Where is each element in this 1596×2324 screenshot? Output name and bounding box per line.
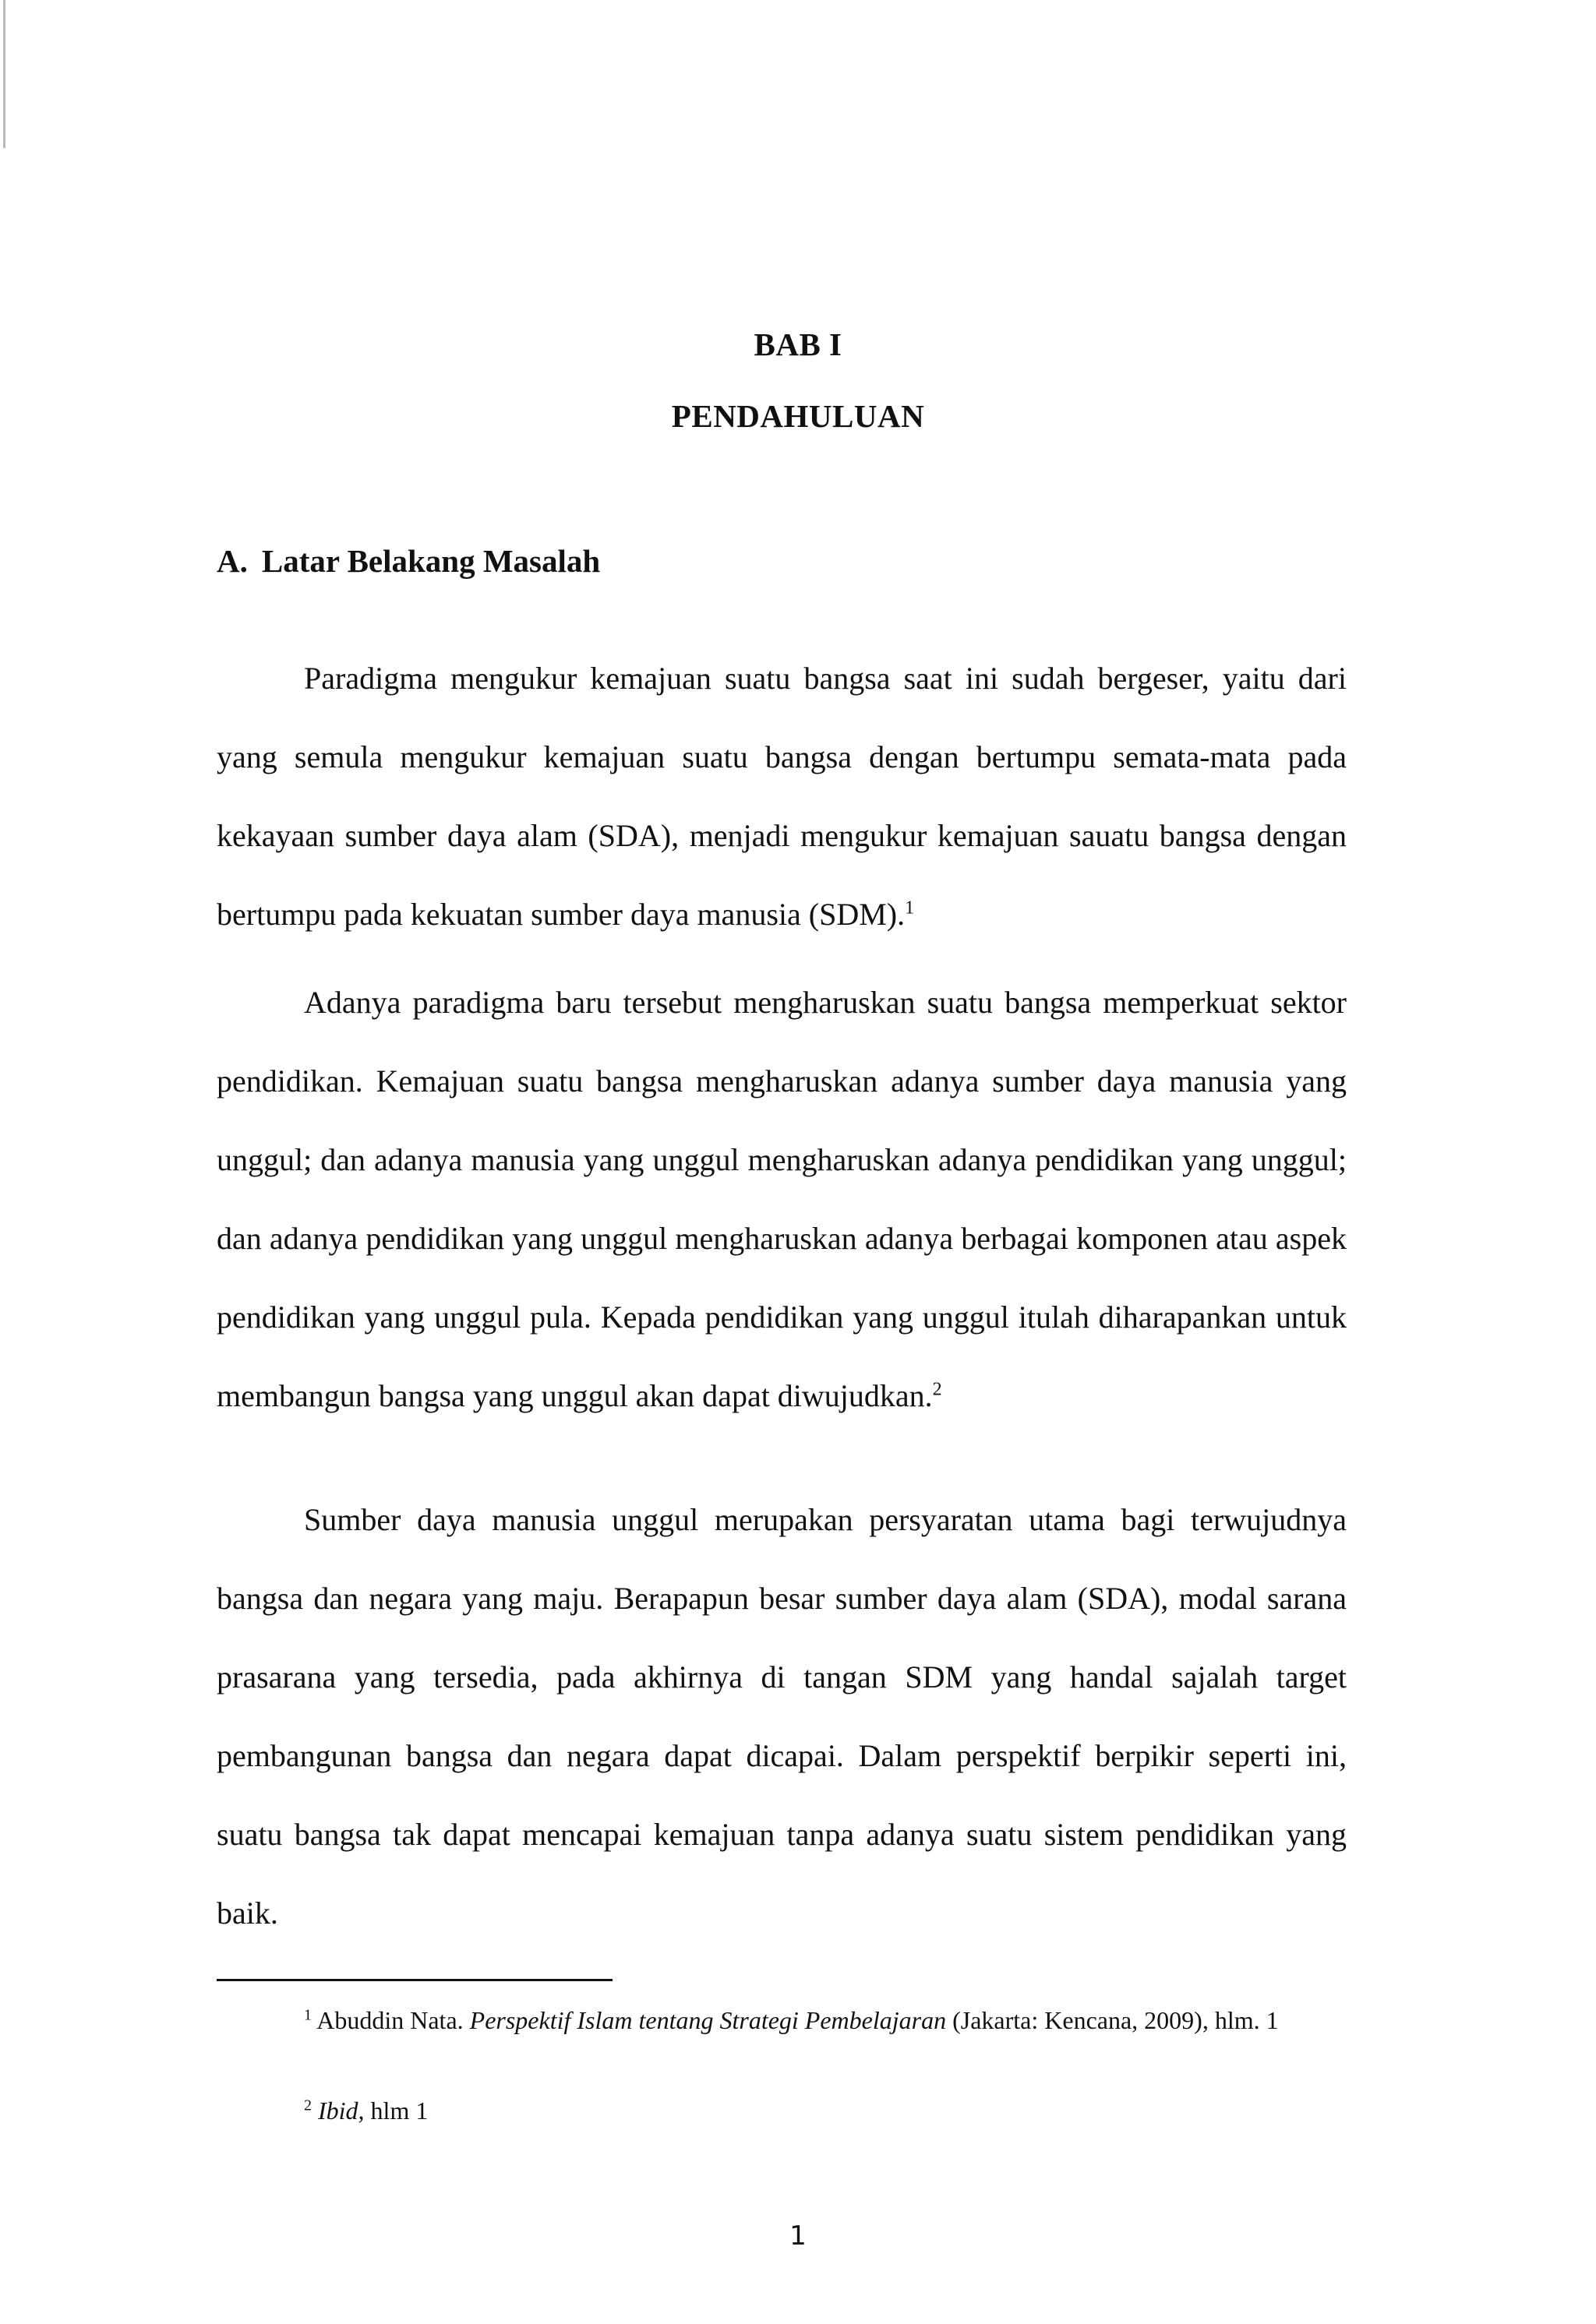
footnote-author: Abuddin Nata.: [316, 2006, 464, 2034]
paragraph-text: Adanya paradigma baru tersebut mengharuskan suatu bangsa memperkuat sektor pendidikan. Kemajuan suatu bangsa mengharuskan adanya sumber daya manusia yang unggul; dan adanya manusia yang unggul mengharuskan adanya pendidikan yang unggul; dan adanya pendidikan yang unggul mengharuskan adanya berbagai komponen atau aspek pendidikan yang unggul pula. Kepada pendidikan yang unggul itulah diharapankan untuk membangun bangsa yang unggul akan dapat diwujudkan.: [217, 985, 1347, 1413]
chapter-label: BAB I: [754, 326, 842, 362]
footnote-ref: 1: [905, 898, 915, 919]
footnote-title: Perspektif Islam tentang Strategi Pembelajaran: [469, 2006, 947, 2034]
paragraph-3: [217, 1480, 1347, 1952]
section-heading: [217, 542, 600, 580]
footnote-page: hlm 1: [370, 2097, 429, 2125]
paragraph-text: Paradigma mengukur kemajuan suatu bangsa saat ini sudah bergeser, yaitu dari yang semula mengukur kemajuan suatu bangsa dengan bertumpu semata-mata pada kekayaan sumber daya alam (SDA), menjadi mengukur kemajuan sauatu bangsa dengan bertumpu pada kekuatan sumber daya manusia (SDM).: [217, 661, 1347, 932]
footnote-separator: [217, 1979, 613, 1981]
footnote-number: 1: [304, 2006, 312, 2024]
section-title: Latar Belakang Masalah: [261, 543, 601, 579]
paragraph-text: Sumber daya manusia unggul merupakan persyaratan utama bagi terwujudnya bangsa dan negara yang maju. Berapapun besar sumber daya alam (SDA), modal sarana prasarana yang tersedia, pada akhirnya di tangan SDM yang handal sajalah target pembangunan bangsa dan negara dapat dicapai. Dalam perspektif berpikir seperti ini, suatu bangsa tak dapat mencapai kemajuan tanpa adanya suatu sistem pendidikan yang baik.: [217, 1502, 1347, 1931]
footnote-1: [217, 2002, 1347, 2038]
footnote-number: 2: [304, 2097, 312, 2114]
footnote-2: [217, 2093, 1347, 2128]
footnote-ibid: Ibid,: [318, 2097, 365, 2125]
page-number: 1: [789, 2220, 807, 2252]
footnote-publication: (Jakarta: Kencana, 2009), hlm. 1: [952, 2006, 1279, 2034]
chapter-title: PENDAHULUAN: [671, 398, 925, 434]
section-number: A.: [217, 543, 248, 579]
paragraph-2: [217, 963, 1347, 1435]
footnote-ref: 2: [932, 1379, 942, 1400]
scan-edge-mark: [3, 0, 5, 148]
paragraph-1: [217, 639, 1347, 954]
